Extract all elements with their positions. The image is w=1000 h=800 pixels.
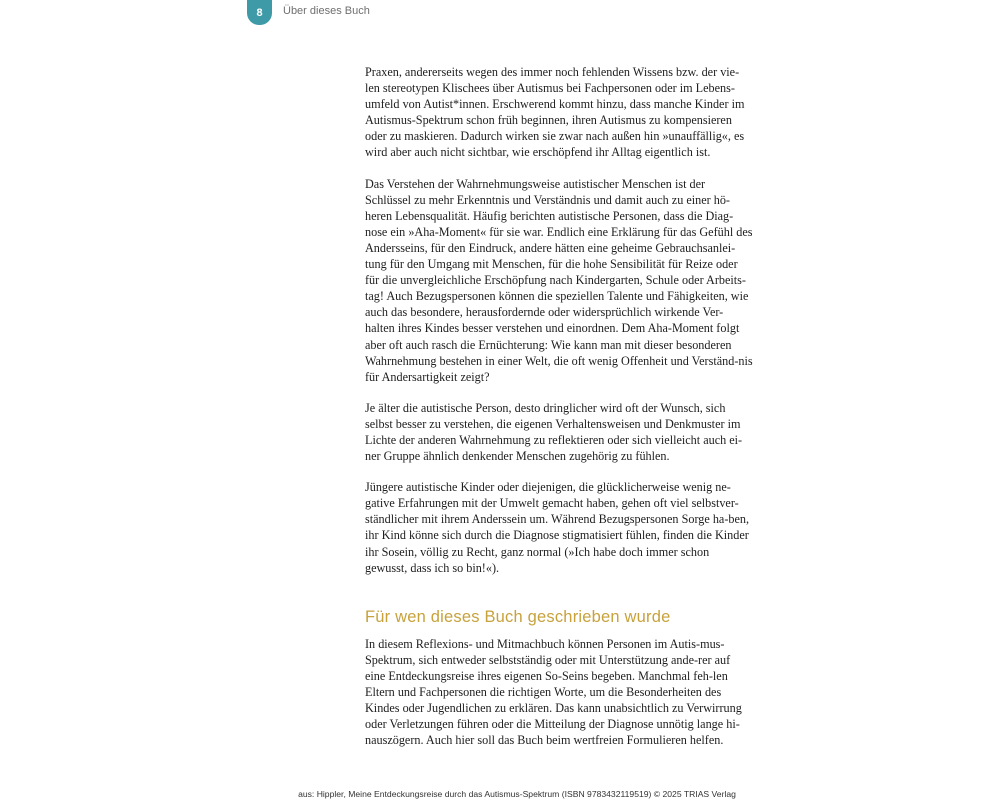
citation-footer: aus: Hippler, Meine Entdeckungsreise durch das Autismus-Spektrum (ISBN 9783432119519) © 2025 TRIAS Verlag: [298, 789, 736, 799]
paragraph-4: Jüngere autistische Kinder oder diejenigen, die glücklicherweise wenig ne-gative Erfahrungen mit der Umwelt gemacht haben, gehen oft viel selbstver-ständlicher mit ihrem Anderssein um. Während Bezugspersonen Sorge ha-ben, ihr Kind könne sich durch die Diagnose stigmatisiert fühlen, finden die Kinder ihr Sosein, völlig zu Recht, ganz normal (»Ich habe doch immer schon gewusst, dass ich so bin!«).: [365, 480, 750, 575]
page-number-badge: [247, 0, 272, 25]
section-paragraph: In diesem Reflexions- und Mitmachbuch können Personen im Autis-mus-Spektrum, sich entweder selbstständig oder mit Unterstützung ande-rer auf eine Entdeckungsreise ihres eigenen So-Seins begeben. Manchmal feh-len Eltern und Fachpersonen die richtigen Worte, um die Besonderheiten des Kindes oder Jugendlichen zu erklären. Das kann unabsichtlich zu Verwirrung oder Verletzungen führen oder die Mitteilung der Diagnose unnötig lange hi-nauszögern. Auch hier soll das Buch beim wertfreien Formulieren helfen.: [365, 636, 742, 748]
paragraph-3: Je älter die autistische Person, desto dringlicher wird oft der Wunsch, sich selbst besser zu verstehen, die eigenen Verhaltensweisen und Denkmuster im Lichte der anderen Wahrnehmung zu reflektieren oder sich vielleicht auch ei-ner Gruppe ähnlich denkender Menschen zugehörig zu fühlen.: [365, 400, 743, 464]
section-heading: Für wen dieses Buch geschrieben wurde: [365, 607, 671, 626]
running-title: Über dieses Buch: [283, 5, 370, 17]
page-body: [365, 64, 753, 748]
paragraph-2: Das Verstehen der Wahrnehmungsweise autistischer Menschen ist der Schlüssel zu mehr Erkenntnis und Verständnis und damit auch zu einer hö-heren Lebensqualität. Häufig berichten autistische Personen, dass die Diag-nose ein »Aha-Moment« für sie war. Endlich eine Erklärung für das Gefühl des Andersseins, für den Eindruck, andere hätten eine geheime Gebrauchsanlei-tung für den Umgang mit Menschen, für die hohe Sensibilität für Reize oder für die unvergleichliche Erschöpfung nach Kindergarten, Schule oder Arbeits-tag! Auch Bezugspersonen können die speziellen Talente und Fähigkeiten, wie auch das besondere, herausfordernde oder widersprüchlich wirkende Ver-halten ihres Kindes besser verstehen und einordnen. Dem Aha-Moment folgt aber oft auch rasch die Ernüchterung: Wie kann man mit dieser besonderen Wahrnehmung bestehen in einer Welt, die oft wenig Offenheit und Verständ-nis für Andersartigkeit zeigt?: [365, 176, 753, 384]
page-number: 8: [256, 6, 263, 19]
paragraph-1: Praxen, andererseits wegen des immer noch fehlenden Wissens bzw. der vie-len stereotypen Klischees über Autismus bei Fachpersonen oder im Lebens-umfeld von Autist*innen. Erschwerend kommt hinzu, dass manche Kinder im Autismus-Spektrum schon früh beginnen, ihren Autismus zu kompensieren oder zu maskieren. Dadurch wirken sie zwar nach außen hin »unauffällig«, es wird aber auch nicht sichtbar, wie erschöpfend ihr Alltag eigentlich ist.: [365, 65, 745, 160]
